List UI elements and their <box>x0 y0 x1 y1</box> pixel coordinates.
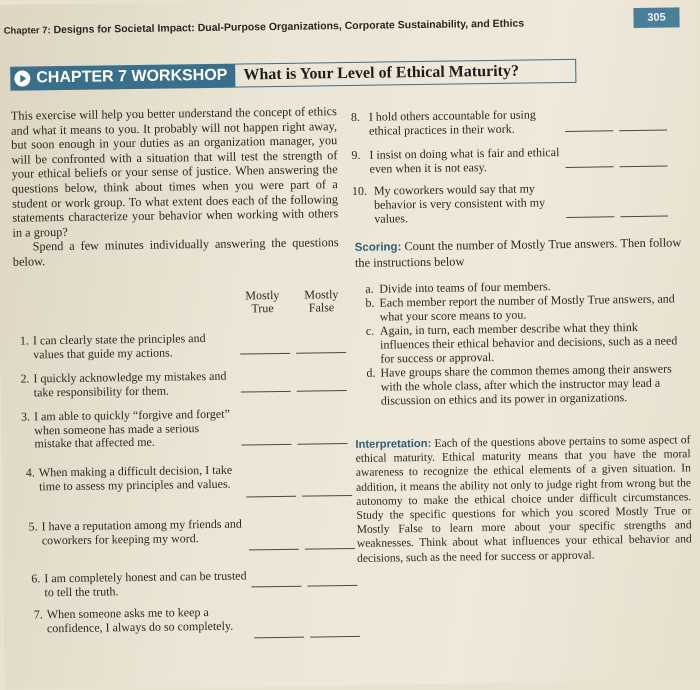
statement-8 <box>351 107 571 140</box>
arrow-icon <box>14 70 30 86</box>
intro-instruction: Spend a few minutes individually answering the questions below. <box>12 235 339 269</box>
statement-text: When someone asks me to keep a confidence, I always do so completely. <box>46 604 234 635</box>
statement-number: 9. <box>351 147 361 162</box>
mostly-true-blank-3[interactable] <box>241 444 291 446</box>
statement-number: 5. <box>28 519 38 534</box>
mostly-true-blank-5[interactable] <box>249 549 299 551</box>
statement-number: 7. <box>33 607 43 622</box>
mostly-true-blank-9[interactable] <box>566 166 614 168</box>
mostly-false-blank-5[interactable] <box>305 548 355 550</box>
statement-text: I have a reputation among my friends and coworkers for keeping my word. <box>41 516 242 547</box>
statement-number: 8. <box>350 109 360 124</box>
statement-4 <box>26 463 247 510</box>
statement-1 <box>20 332 240 365</box>
mostly-true-blank-4[interactable] <box>246 496 296 498</box>
step-letter: b. <box>365 295 375 310</box>
banner-title: What is Your Level of Ethical Maturity? <box>235 59 576 88</box>
column-headers <box>234 288 349 316</box>
statement-text: I am completely honest and can be trusted to tell the truth. <box>44 568 247 599</box>
mostly-true-blank-1[interactable] <box>240 353 290 355</box>
statement-number: 4. <box>25 465 35 480</box>
statement-number: 3. <box>20 409 31 424</box>
statement-number: 6. <box>31 571 41 586</box>
statement-5 <box>28 517 249 564</box>
statement-text: I am able to quickly “forgive and forget” when someone has made a serious mistake that affected me. <box>33 406 230 451</box>
statement-number: 2. <box>20 371 30 386</box>
mostly-false-blank-1[interactable] <box>296 352 346 354</box>
mostly-false-header: Mostly False <box>304 287 339 315</box>
scoring-text: Count the number of Mostly True answers. Then follow the instructions below <box>354 235 682 270</box>
statement-number: 10. <box>351 183 368 198</box>
step-letter: d. <box>366 365 376 380</box>
mostly-true-blank-2[interactable] <box>241 391 291 393</box>
running-title: Designs for Societal Impact: Dual-Purpose Organizations, Corporate Sustainability, and Ethics <box>53 17 525 37</box>
statement-7 <box>34 605 255 652</box>
interpretation <box>355 433 692 565</box>
statement-text: My coworkers would say that my behavior is very consistent with my values. <box>373 181 546 226</box>
statement-9 <box>351 145 571 178</box>
statement-text: When making a difficult decision, I take time to assess my principles and values. <box>38 462 233 493</box>
page-number: 305 <box>633 7 679 28</box>
mostly-false-blank-7[interactable] <box>310 636 360 638</box>
scoring-label: Scoring: <box>354 241 402 254</box>
mostly-false-blank-8[interactable] <box>619 130 667 132</box>
statement-2 <box>20 370 240 403</box>
step-letter: c. <box>365 323 375 338</box>
interpretation-text: Each of the questions above pertains to some aspect of ethical maturity. Ethical maturity means that you have the moral awareness to recognize the ethical elements of a given situation. In addition, it means the ability not only to judge right from wrong but the autonomy to make the ethical choice under difficult circumstances. Study the specific questions for which you scored Mostly True or Mostly False to learn more about your specific strengths and weaknesses. Think about what influences your ethical behavior and decisions, such as the need for success or approval. <box>355 433 692 565</box>
scoring-steps <box>365 277 687 407</box>
step-d <box>366 361 687 407</box>
chapter-label: Chapter 7: <box>3 25 51 37</box>
statement-text: I insist on doing what is fair and ethical even when it is not easy. <box>369 145 560 176</box>
mostly-false-blank-6[interactable] <box>307 585 357 587</box>
intro <box>11 104 339 269</box>
banner-tab-label: CHAPTER 7 WORKSHOP <box>36 66 228 87</box>
mostly-false-blank-3[interactable] <box>297 443 347 445</box>
step-text: Have groups share the common themes among their answers with the whole class, after which the instructor may lead a discussion on ethics and its power in organizations. <box>380 361 672 408</box>
mostly-false-blank-9[interactable] <box>620 166 668 168</box>
mostly-false-blank-2[interactable] <box>297 390 347 392</box>
statement-10 <box>352 181 573 228</box>
step-text: Each member report the number of Mostly True answers, and what your score means to you. <box>379 291 675 324</box>
statement-text: I can clearly state the principles and values that guide my actions. <box>32 331 206 362</box>
mostly-true-blank-6[interactable] <box>251 586 301 588</box>
step-text: Divide into teams of four members. <box>379 279 551 296</box>
mostly-true-blank-10[interactable] <box>566 216 614 218</box>
statement-text: I hold others accountable for using ethical practices in their work. <box>368 107 536 138</box>
mostly-true-header: Mostly True <box>245 287 280 316</box>
scoring <box>355 235 685 270</box>
intro-paragraph: This exercise will help you better understand the concept of ethics and what it means to you. It probably will not happen right away, but soon enough in your duties as an organization manager, you will be confronted with a situation that will test the strength of your ethical beliefs or your sense of justice. When answering the questions below, think about times when you were part of a student or work group. To what extent does each of the following statements characterize your behavior when working with others in a group? <box>10 104 339 240</box>
step-text: Again, in turn, each member describe what they think influences their ethical behavior and decisions, such as a need for success or approval. <box>379 319 678 366</box>
mostly-true-blank-7[interactable] <box>254 637 304 639</box>
mostly-false-blank-4[interactable] <box>302 495 352 497</box>
step-letter: a. <box>365 281 374 296</box>
mostly-false-blank-10[interactable] <box>620 216 668 218</box>
banner-tab <box>10 64 235 91</box>
mostly-true-blank-8[interactable] <box>565 130 613 132</box>
running-head <box>4 16 624 37</box>
step-c <box>366 319 687 365</box>
step-b <box>365 291 685 323</box>
statement-text: I quickly acknowledge my mistakes and take responsibility for them. <box>33 368 227 400</box>
statement-3 <box>21 408 242 455</box>
interpretation-label: Interpretation: <box>355 437 432 451</box>
statement-6 <box>31 569 251 602</box>
statement-number: 1. <box>19 333 30 348</box>
workshop-banner <box>10 59 576 91</box>
